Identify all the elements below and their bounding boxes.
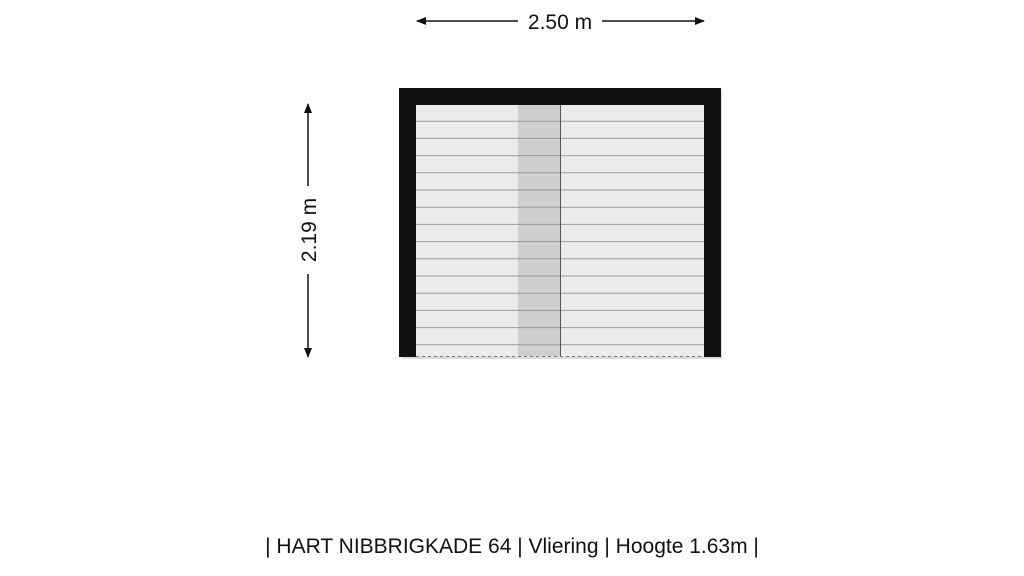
wall-left [399, 88, 416, 357]
height-dimension-label: 2.19 m [298, 197, 321, 263]
wall-top [399, 88, 721, 105]
width-dimension-label: 2.50 m [527, 11, 593, 34]
plan-caption: | HART NIBBRIGKADE 64 | Vliering | Hoogte 1.63m | [265, 535, 759, 558]
height-dimension [298, 104, 321, 357]
room [399, 88, 722, 359]
wall-right [704, 88, 721, 357]
floor-strip [518, 104, 560, 356]
width-dimension [417, 11, 704, 34]
